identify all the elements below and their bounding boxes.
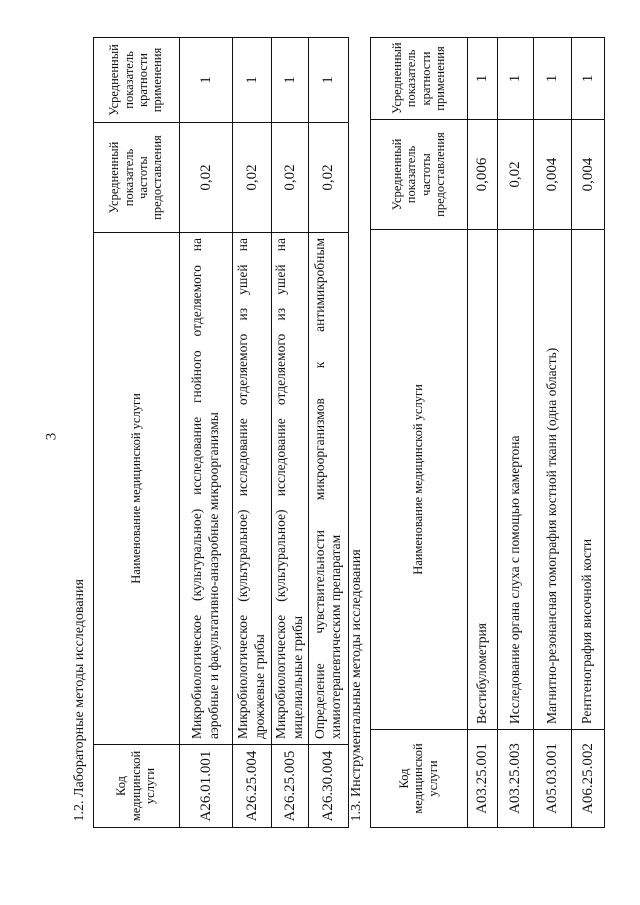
service-code: A26.25.005 (271, 745, 308, 828)
service-code: A26.30.004 (308, 745, 348, 828)
instrumental-methods-table (345, 37, 605, 828)
service-name: Микробиологическое (культуральное) исследование гнойного отделяемого на аэробные и факультативно-анаэробные микроорганизмы (179, 233, 232, 745)
multiplicity-value: 1 (271, 37, 308, 122)
frequency-value: 0,02 (232, 123, 271, 233)
frequency-value: 0,02 (497, 120, 533, 230)
header-multiplicity: Усредненный показатель кратности применения (370, 37, 467, 119)
service-name: Микробиологическое (культуральное) исследование отделяемого из ушей на мицелиальные грибы (271, 233, 308, 745)
table-row (271, 37, 308, 827)
multiplicity-value: 1 (497, 37, 533, 119)
service-code: A26.25.004 (232, 745, 271, 828)
table-row (467, 37, 497, 827)
service-name: Исследование органа слуха с помощью камертона (497, 230, 533, 730)
service-code: A03.25.001 (467, 730, 497, 828)
header-code: Код медицинской услуги (93, 745, 179, 828)
multiplicity-value: 1 (179, 37, 232, 122)
instrumental-methods-table-wrapper (345, 37, 605, 828)
lab-methods-table-wrapper (68, 37, 349, 828)
service-code: A26.01.001 (179, 745, 232, 828)
service-name: Магнитно-резонансная томография костной ткани (одна область) (533, 230, 571, 730)
instrumental-methods-title: 1.3. Инструментальные методы исследования (345, 37, 370, 827)
service-code: A03.25.003 (497, 730, 533, 828)
table-row (533, 37, 571, 827)
header-code: Код медицинской услуги (370, 730, 467, 828)
service-name: Микробиологическое (культуральное) исследование отделяемого из ушей на дрожжевые грибы (232, 233, 271, 745)
service-code: A05.03.001 (533, 730, 571, 828)
service-name: Вестибулометрия (467, 230, 497, 730)
page-number: 3 (43, 432, 60, 441)
table-row (308, 37, 348, 827)
lab-methods-table (68, 37, 349, 828)
table-row (497, 37, 533, 827)
multiplicity-value: 1 (308, 37, 348, 122)
frequency-value: 0,004 (571, 120, 604, 230)
table-row (232, 37, 271, 827)
header-frequency: Усредненный показатель частоты предоставления (93, 123, 179, 233)
service-code: A06.25.002 (571, 730, 604, 828)
service-name: Рентгенография височной кости (571, 230, 604, 730)
header-name: Наименование медицинской услуги (370, 230, 467, 730)
frequency-value: 0,004 (533, 120, 571, 230)
multiplicity-value: 1 (232, 37, 271, 122)
frequency-value: 0,02 (308, 123, 348, 233)
header-multiplicity: Усредненный показатель кратности применения (93, 37, 179, 122)
table-row (571, 37, 604, 827)
multiplicity-value: 1 (533, 37, 571, 119)
service-name: Определение чувствительности микроорганизмов к антимикробным химиотерапевтическим препаратам (308, 233, 348, 745)
header-frequency: Усредненный показатель частоты предоставления (370, 120, 467, 230)
table-row (179, 37, 232, 827)
frequency-value: 0,02 (179, 123, 232, 233)
multiplicity-value: 1 (571, 37, 604, 119)
lab-methods-title: 1.2. Лабораторные методы исследования (68, 37, 93, 827)
multiplicity-value: 1 (467, 37, 497, 119)
frequency-value: 0,006 (467, 120, 497, 230)
frequency-value: 0,02 (271, 123, 308, 233)
header-name: Наименование медицинской услуги (93, 233, 179, 745)
